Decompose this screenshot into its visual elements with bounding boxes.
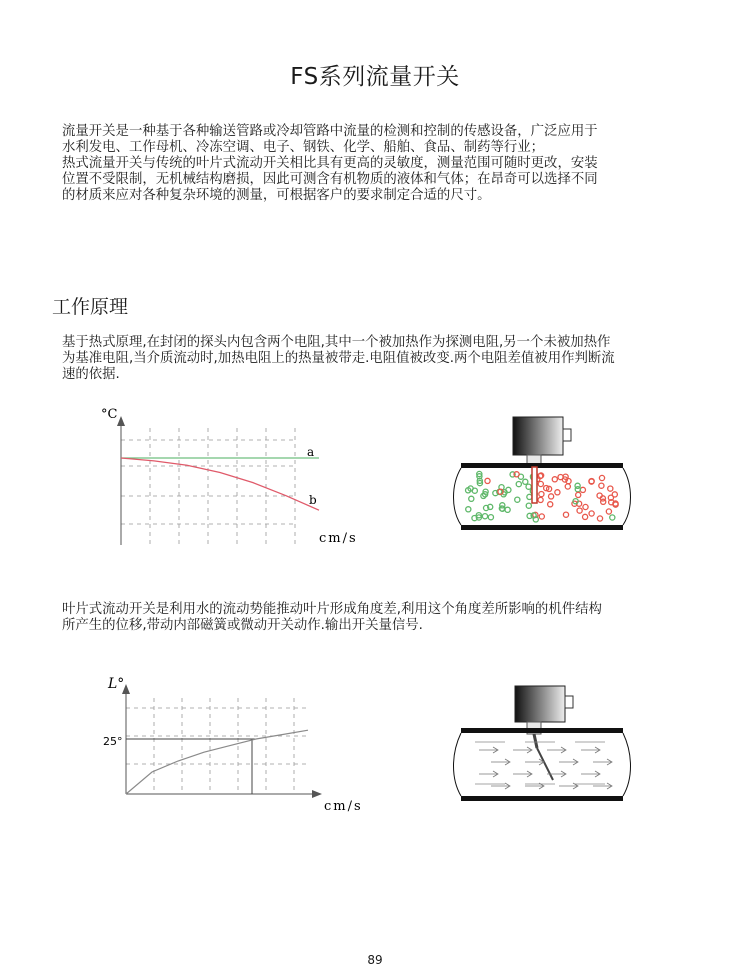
particle: [527, 494, 532, 499]
particle: [523, 479, 528, 484]
x-axis-label: cm/s: [324, 799, 363, 814]
particle: [599, 483, 604, 488]
flow-particles: [466, 471, 619, 522]
particle: [526, 484, 531, 489]
switch-head-icon: [515, 686, 565, 722]
particle: [583, 504, 588, 509]
chart-grid: [126, 698, 310, 794]
y-tick-label-25: 25°: [103, 735, 123, 748]
particle: [515, 497, 520, 502]
series-line: [126, 730, 308, 794]
particle: [516, 482, 521, 487]
vane-principle-paragraph: 叶片式流动开关是利用水的流动势能推动叶片形成角度差,利用这个角度差所影响的机件结构 所产生的位移,带动内部磁簧或微动开关动作.输出开关量信号.: [62, 602, 602, 633]
particle: [469, 496, 474, 501]
thermal-chart: [95, 400, 358, 550]
particle: [597, 516, 602, 521]
particle: [539, 514, 544, 519]
pipe-bottom-wall: [461, 796, 623, 801]
particle: [589, 511, 594, 516]
particle: [485, 478, 490, 483]
particle: [576, 492, 581, 497]
particle: [488, 515, 493, 520]
particle: [583, 514, 588, 519]
section-heading: 工作原理: [52, 296, 129, 318]
particle: [482, 514, 487, 519]
vane-blade-icon: [537, 748, 553, 780]
particle: [549, 494, 554, 499]
particle: [526, 503, 531, 508]
particle: [580, 487, 585, 492]
thermal-sensor-pipe-illustration: [455, 415, 635, 535]
particle: [610, 515, 615, 520]
chart-grid: [121, 428, 295, 545]
particle: [548, 502, 553, 507]
thermal-principle-paragraph: 基于热式原理,在封闭的探头内包含两个电阻,其中一个被加热作为探测电阻,另一个未被加热作 为基准电阻,当介质流动时,加热电阻上的热量被带走.电阻值被改变.两个电阻差值被用作判断流 速的依据.: [62, 335, 615, 382]
particle: [555, 490, 560, 495]
pipe-bottom-wall: [461, 525, 623, 530]
particle: [599, 475, 604, 480]
particle: [552, 477, 557, 482]
y-axis-arrow-icon: [117, 416, 125, 426]
y-axis-label: L°: [108, 676, 125, 692]
probe-icon: [532, 467, 537, 503]
intro-paragraph: 流量开关是一种基于各种输送管路或冷却管路中流量的检测和控制的传感设备，广泛应用于 水利发电、工作母机、冷冻空调、电子、钢铁、化学、船舶、食品、制药等行业； 热式流量开关与传统的叶片式流动开关相比具有更高的灵敏度，测量范围可随时更改，安装 位置不受限制，无机械结构磨损，因此可测含有机物质的液体和气体；在昂奇可以选择不同 的材质来应对各种复杂环境的测量，可根据客户的要求制定合适的尺寸。: [62, 124, 598, 203]
particle: [538, 481, 543, 486]
y-axis-label: °C: [101, 407, 118, 422]
page-title: FS系列流量开关: [290, 64, 460, 90]
vane-angle-chart: [100, 672, 380, 812]
vane-switch-pipe-illustration: [455, 684, 635, 804]
particle: [601, 499, 606, 504]
particle: [466, 507, 471, 512]
series-label-a: a: [307, 445, 315, 459]
particle: [563, 512, 568, 517]
particle: [608, 486, 613, 491]
particle: [505, 507, 510, 512]
particle: [577, 508, 582, 513]
particle: [538, 497, 543, 502]
x-axis-arrow-icon: [312, 790, 322, 798]
series-label-b: b: [309, 493, 317, 507]
page-number: 89: [367, 953, 383, 967]
sensor-head-icon: [513, 417, 563, 455]
pipe-top-wall: [461, 463, 623, 468]
particle: [606, 509, 611, 514]
pipe-top-wall: [461, 728, 623, 733]
x-axis-label: cm/s: [319, 531, 358, 546]
particle: [539, 492, 544, 497]
flow-arrows: [479, 747, 612, 789]
particle: [575, 487, 580, 492]
particle: [565, 484, 570, 489]
